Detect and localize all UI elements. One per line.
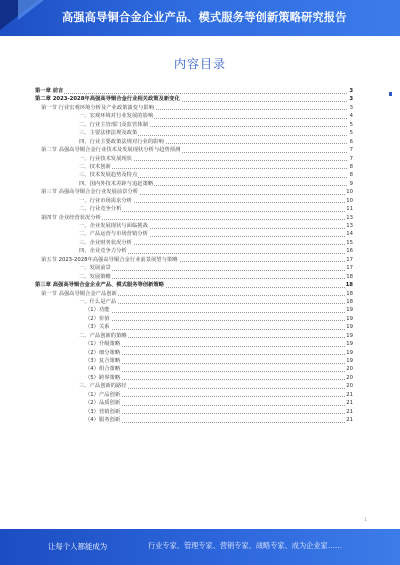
toc-entry[interactable] xyxy=(35,374,353,382)
toc-entry[interactable] xyxy=(35,163,353,171)
toc-entry[interactable] xyxy=(35,197,353,205)
toc-entry-label: （2）细分策略 xyxy=(85,349,121,356)
toc-entry[interactable] xyxy=(35,273,353,281)
toc-entry-label: （3）关系 xyxy=(85,324,110,331)
toc-entry[interactable] xyxy=(35,298,353,306)
toc-entry-page: 16 xyxy=(346,248,353,255)
toc-entry[interactable] xyxy=(35,171,353,179)
toc-entry[interactable] xyxy=(35,112,353,120)
toc-entry-page: 7 xyxy=(349,155,353,162)
toc-entry-label: （4）组合策略 xyxy=(85,366,121,373)
toc-entry[interactable] xyxy=(35,239,353,247)
toc-entry[interactable] xyxy=(35,155,353,163)
toc-entry-label: 第三节 高强高导铜合金行业发展前景分析 xyxy=(41,189,139,196)
toc-entry-page: 17 xyxy=(346,265,353,272)
toc-entry-label: 四、行业主要政策法规对行业的影响 xyxy=(79,138,164,145)
toc-entry-label: （1）升级策略 xyxy=(85,341,121,348)
toc-entry-page: 18 xyxy=(346,273,353,280)
toc-entry[interactable] xyxy=(35,365,353,373)
report-title: 高强高导铜合金企业产品、模式服务等创新策略研究报告 xyxy=(62,11,347,24)
toc-entry-label: 二、行业竞争分析 xyxy=(79,206,122,213)
toc-entry-page: 13 xyxy=(346,223,353,229)
header-decoration-light xyxy=(18,0,44,20)
toc-leader-dots xyxy=(85,405,347,406)
toc-entry-label: 一、行业市场需求分析 xyxy=(79,197,132,204)
toc-entry-page: 19 xyxy=(346,324,353,331)
toc-entry[interactable] xyxy=(35,323,353,331)
toc-entry[interactable] xyxy=(35,95,353,103)
toc-entry[interactable] xyxy=(35,290,353,298)
toc-entry[interactable] xyxy=(35,214,353,222)
toc-entry-page: 8 xyxy=(349,163,353,170)
toc-entry-label: 一、发展前景 xyxy=(79,265,111,272)
toc-entry-label: （5）跨界策略 xyxy=(85,374,121,381)
toc-leader-dots xyxy=(79,168,347,169)
toc-entry[interactable] xyxy=(35,399,353,407)
toc-entry-page: 14 xyxy=(346,231,353,238)
toc-entry[interactable] xyxy=(35,256,353,264)
toc-entry[interactable] xyxy=(35,87,353,95)
toc-entry-label: 第一节 行业宏观环境分析及产业政策演变与影响 xyxy=(41,104,154,111)
toc-entry-page: 9 xyxy=(349,180,353,187)
toc-entry[interactable] xyxy=(35,264,353,272)
toc-entry-label: 二、发展策略 xyxy=(79,273,111,280)
toc-entry-page: 3 xyxy=(349,96,353,103)
toc-entry-label: （2）品质创新 xyxy=(85,400,121,407)
toc-leader-dots xyxy=(85,422,347,423)
toc-entry-label: （3）复合策略 xyxy=(85,358,121,364)
toc-entry-page: 19 xyxy=(346,358,353,364)
toc-entry[interactable] xyxy=(35,382,353,390)
toc-entry[interactable] xyxy=(35,121,353,129)
toc-leader-dots xyxy=(85,363,347,364)
toc-entry-label: 一、宏观环境对行业发展的影响 xyxy=(79,113,154,120)
toc-entry-page: 21 xyxy=(346,400,353,407)
toc-entry[interactable] xyxy=(35,146,353,154)
toc-entry[interactable] xyxy=(35,281,353,289)
toc-entry-page: 18 xyxy=(346,298,353,305)
toc-entry-label: 三、技术发展趋势及特点 xyxy=(79,172,138,179)
toc-leader-dots xyxy=(85,354,347,355)
toc-entry-page: 20 xyxy=(346,366,353,373)
toc-entry-page: 5 xyxy=(349,121,353,128)
toc-entry-label: （2）价值 xyxy=(85,315,110,322)
toc-leader-dots xyxy=(79,278,347,279)
toc-entry-page: 11 xyxy=(346,206,353,213)
toc-entry[interactable] xyxy=(35,416,353,424)
toc-entry-page: 6 xyxy=(349,138,353,145)
toc-entry-page: 19 xyxy=(346,307,353,314)
toc-entry-page: 7 xyxy=(349,147,353,154)
toc-entry-page: 3 xyxy=(349,104,353,111)
toc-entry-label: 二、产品创新的策略 xyxy=(79,332,127,339)
toc-entry-label: 第三章 高强高导铜合金企业产品、模式服务等创新策略 xyxy=(35,282,164,289)
toc-entry-page: 21 xyxy=(346,391,353,398)
toc-entry-label: 一、企业发展现状与面临挑战 xyxy=(79,223,148,229)
toc-entry-label: （1）功能 xyxy=(85,307,110,314)
toc-entry[interactable] xyxy=(35,306,353,314)
toc-entry[interactable] xyxy=(35,188,353,196)
toc-entry-label: 三、企业财务状况分析 xyxy=(79,239,132,246)
toc-entry-page: 10 xyxy=(346,189,353,196)
toc-leader-dots xyxy=(85,396,347,397)
toc-entry[interactable] xyxy=(35,315,353,323)
toc-entry[interactable] xyxy=(35,332,353,340)
toc-entry-label: 四、企业竞争力分析 xyxy=(79,248,127,255)
toc-heading: 内容目录 xyxy=(173,57,226,71)
toc-entry-label: 一、行业技术发展现状 xyxy=(79,155,132,162)
toc-entry[interactable] xyxy=(35,391,353,399)
toc-entry-label: 第一章 前言 xyxy=(35,88,64,94)
toc-entry-page: 19 xyxy=(346,332,353,339)
toc-entry-page: 8 xyxy=(349,172,353,179)
toc-leader-dots xyxy=(85,329,347,330)
toc-entry-page: 18 xyxy=(346,290,353,297)
toc-leader-dots xyxy=(85,346,347,347)
table-of-contents xyxy=(35,87,353,425)
toc-leader-dots xyxy=(79,303,347,304)
side-marker xyxy=(389,92,392,96)
toc-entry[interactable] xyxy=(35,357,353,365)
toc-entry-label: 四、国内外技术差距与追赶策略 xyxy=(79,180,154,187)
toc-entry-page: 13 xyxy=(346,214,353,221)
toc-entry-page: 19 xyxy=(346,315,353,322)
footer-banner xyxy=(0,529,400,565)
toc-entry-label: （4）服务创新 xyxy=(85,417,121,424)
toc-entry-label: 第一节 高强高导铜合金产品创新 xyxy=(41,290,117,297)
toc-entry-page: 19 xyxy=(346,341,353,348)
toc-entry-page: 17 xyxy=(346,256,353,263)
toc-entry-label: 三、主要法律法规及政策 xyxy=(79,130,138,137)
toc-entry-label: 二、技术创新 xyxy=(79,163,111,170)
toc-entry-page: 15 xyxy=(346,239,353,246)
toc-entry-label: （1）产品创新 xyxy=(85,391,121,398)
toc-entry[interactable] xyxy=(35,230,353,238)
toc-leader-dots xyxy=(85,312,347,313)
toc-entry[interactable] xyxy=(35,349,353,357)
toc-entry[interactable] xyxy=(35,138,353,146)
toc-entry-page: 21 xyxy=(346,417,353,424)
toc-entry-label: 第二节 高强高导铜合金行业技术及发展现状分析与趋势预测 xyxy=(41,147,181,154)
toc-entry-page: 21 xyxy=(346,408,353,415)
header-banner xyxy=(0,0,400,36)
toc-leader-dots xyxy=(85,413,347,414)
toc-entry[interactable] xyxy=(35,205,353,213)
toc-entry-page: 19 xyxy=(346,349,353,356)
toc-entry-page: 20 xyxy=(346,383,353,390)
toc-entry[interactable] xyxy=(35,104,353,112)
toc-entry[interactable] xyxy=(35,408,353,416)
toc-leader-dots xyxy=(79,270,347,271)
toc-leader-dots xyxy=(35,93,347,94)
toc-entry[interactable] xyxy=(35,340,353,348)
toc-entry[interactable] xyxy=(35,129,353,137)
toc-entry-label: 第四节 企业经营状况分析 xyxy=(41,214,101,221)
toc-leader-dots xyxy=(85,371,347,372)
toc-entry-page: 5 xyxy=(349,130,353,137)
toc-entry[interactable] xyxy=(35,222,353,230)
toc-entry-page: 4 xyxy=(349,113,353,120)
footer-tagline: 行业专家、管理专家、营销专家、战略专家、成为企业家…… xyxy=(148,541,343,550)
toc-entry-label: 第五节 2023-2028年高强高导铜合金行业前景展望与策略 xyxy=(41,256,178,263)
toc-leader-dots xyxy=(85,320,347,321)
toc-entry-label: 一、什么是产品 xyxy=(79,298,117,305)
toc-entry-page: 3 xyxy=(349,88,353,94)
toc-entry[interactable] xyxy=(35,247,353,255)
toc-entry-label: 二、产品运营与市场营销分析 xyxy=(79,231,148,238)
toc-leader-dots xyxy=(85,379,347,380)
toc-entry-label: （3）营销创新 xyxy=(85,408,121,415)
toc-entry-page: 20 xyxy=(346,374,353,381)
toc-entry[interactable] xyxy=(35,180,353,188)
toc-entry-page: 18 xyxy=(345,282,353,289)
page-number: 1 xyxy=(364,518,367,523)
toc-entry-label: 二、行业主管部门及监管体制 xyxy=(79,121,148,128)
toc-entry-label: 第二章 2023-2028年高强高导铜合金行业相关政策及新变化 xyxy=(35,96,180,103)
toc-entry-page: 10 xyxy=(346,197,353,204)
toc-entry-label: 三、产品创新的路径 xyxy=(79,383,127,390)
footer-slogan: 让每个人都能成为 xyxy=(48,542,108,551)
